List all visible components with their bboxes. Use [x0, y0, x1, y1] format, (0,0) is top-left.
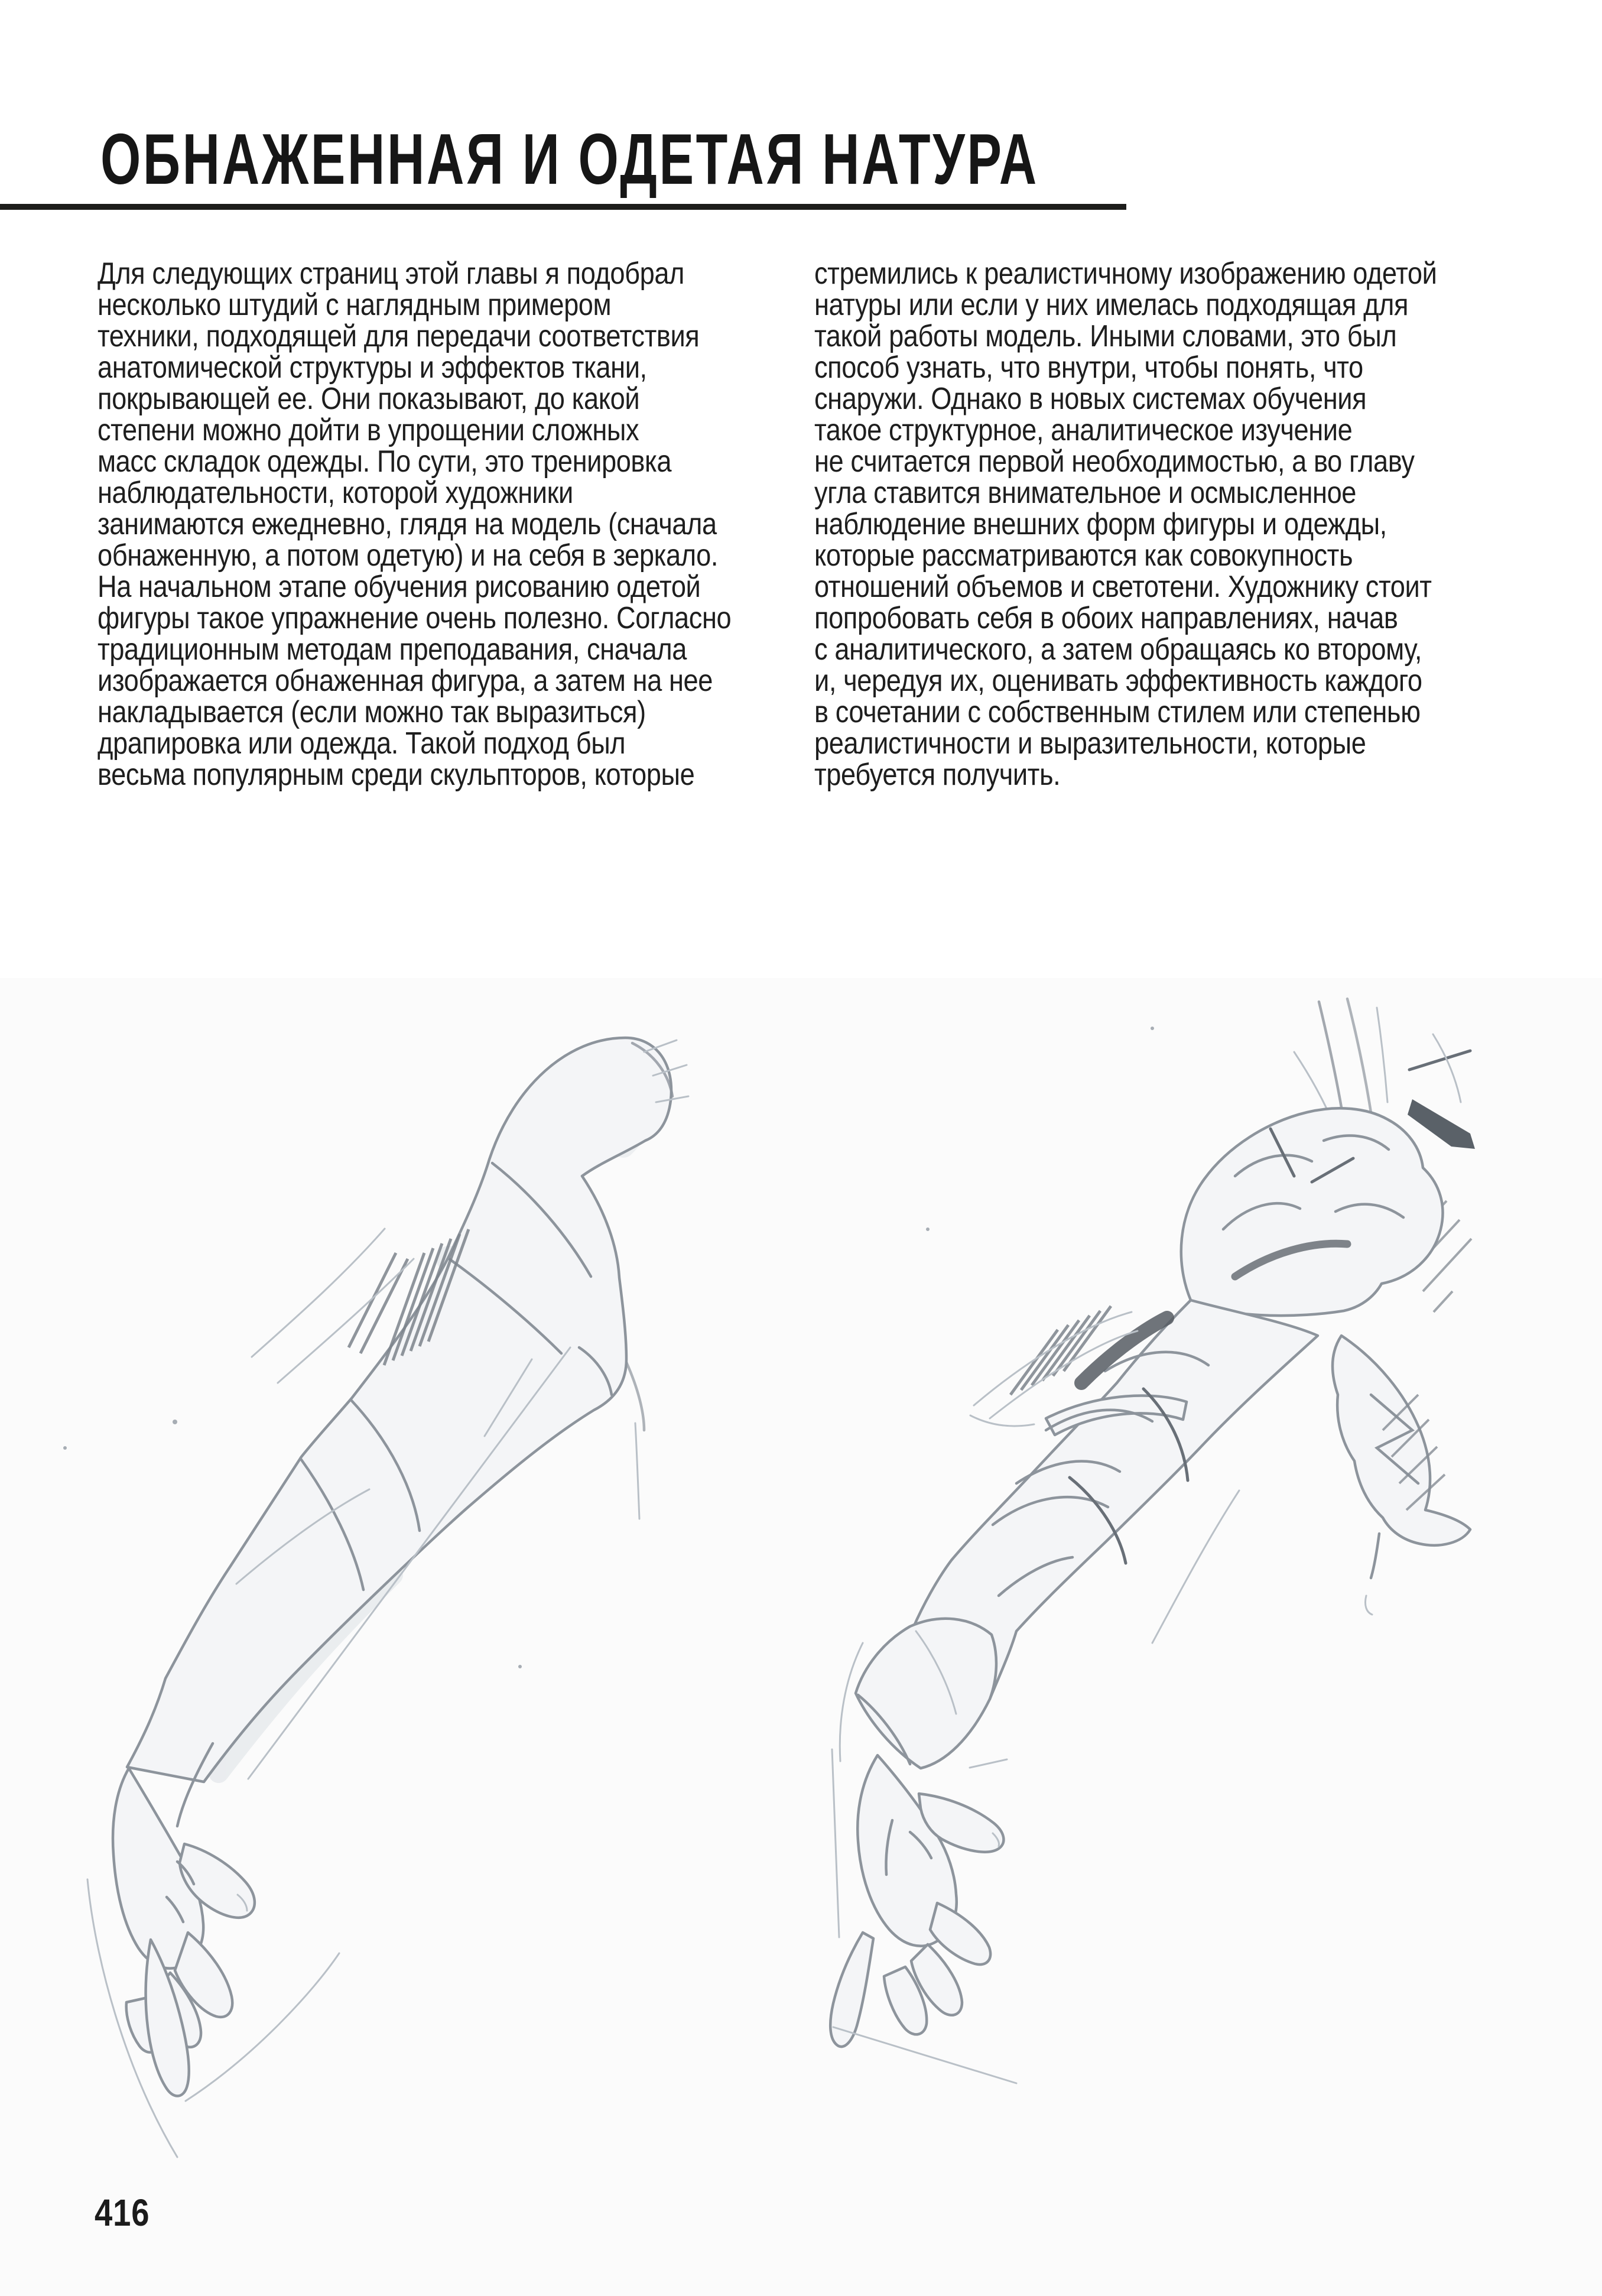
text-line: такое структурное, аналитическое изучение — [814, 413, 1353, 447]
text-line: покрывающей ее. Они показывают, до какой — [98, 382, 640, 416]
title-rule — [0, 204, 1126, 210]
text-line: отношений объемов и светотени. Художнику стоит — [814, 570, 1432, 604]
text-line: фигуры такое упражнение очень полезно. Согласно — [98, 601, 732, 635]
text-line: весьма популярным среди скульпторов, которые — [98, 758, 695, 792]
text-line: техники, подходящей для передачи соответствия — [98, 319, 700, 353]
cuff — [856, 1619, 996, 1768]
text-line: масс складок одежды. По сути, это тренировка — [98, 444, 672, 479]
text-line: несколько штудий с наглядным примером — [98, 288, 612, 322]
text-line: попробовать себя в обоих направлениях, начав — [814, 601, 1398, 635]
text-line: не считается первой необходимостью, а во главу — [814, 444, 1415, 479]
text-line: реалистичности и выразительности, которые — [814, 726, 1366, 761]
text-line: анатомической структуры и эффектов ткани, — [98, 350, 647, 385]
nude-arm-drawing — [30, 999, 810, 2181]
text-column-right — [814, 258, 1529, 791]
text-line: обнаженную, а потом одетую) и на себя в зеркало. — [98, 538, 719, 573]
text-line: На начальном этапе обучения рисованию одетой — [98, 570, 701, 604]
text-line: и, чередуя их, оценивать эффективность каждого — [814, 664, 1422, 698]
text-line: накладывается (если можно так выразиться) — [98, 695, 646, 729]
text-line: наблюдательности, которой художники — [98, 476, 573, 510]
text-line: наблюдение внешних форм фигуры и одежды, — [814, 507, 1387, 541]
text-line: угла ставится внимательное и осмысленное — [814, 476, 1357, 510]
text-line: снаружи. Однако в новых системах обучения — [814, 382, 1367, 416]
text-line: натуры или если у них имелась подходящая для — [814, 288, 1409, 322]
text-line: занимаются ежедневно, глядя на модель (сначала — [98, 507, 717, 541]
page-number: 416 — [95, 2191, 150, 2234]
text-line: такой работы модель. Иными словами, это был — [814, 319, 1397, 353]
text-line: в сочетании с собственным стилем или степенью — [814, 695, 1421, 729]
text-line: стремились к реалистичному изображению одетой — [814, 256, 1437, 291]
paper-specks — [926, 1027, 1154, 1231]
text-line: способ узнать, что внутри, чтобы понять, что — [814, 350, 1363, 385]
sleeved-arm-drawing — [821, 981, 1601, 2139]
figure-nude-arm-study — [30, 999, 810, 2181]
text-line: драпировка или одежда. Такой подход был — [98, 726, 626, 761]
text-line: которые рассматриваются как совокупность — [814, 538, 1353, 573]
figure-sleeved-arm-study — [821, 981, 1601, 2139]
text-line: традиционным методам преподавания, сначала — [98, 632, 687, 667]
arm-outline — [127, 1038, 671, 1782]
hanging-fabric — [1333, 1336, 1470, 1615]
hand — [830, 1755, 1003, 2047]
text-line: с аналитического, а затем обращаясь ко второму, — [814, 632, 1422, 667]
hand — [113, 1768, 255, 2096]
text-line: изображается обнаженная фигура, а затем на нее — [98, 664, 713, 698]
text-line: Для следующих страниц этой главы я подобрал — [98, 256, 685, 291]
dark-accent-strokes — [1408, 1034, 1475, 1149]
text-column-left — [98, 258, 813, 791]
text-line: степени можно дойти в упрощении сложных — [98, 413, 639, 447]
shoulder-folds — [1181, 1108, 1443, 1316]
page-title: ОБНАЖЕННАЯ И ОДЕТАЯ НАТУРА — [100, 119, 1039, 199]
text-line: требуется получить. — [814, 758, 1061, 792]
